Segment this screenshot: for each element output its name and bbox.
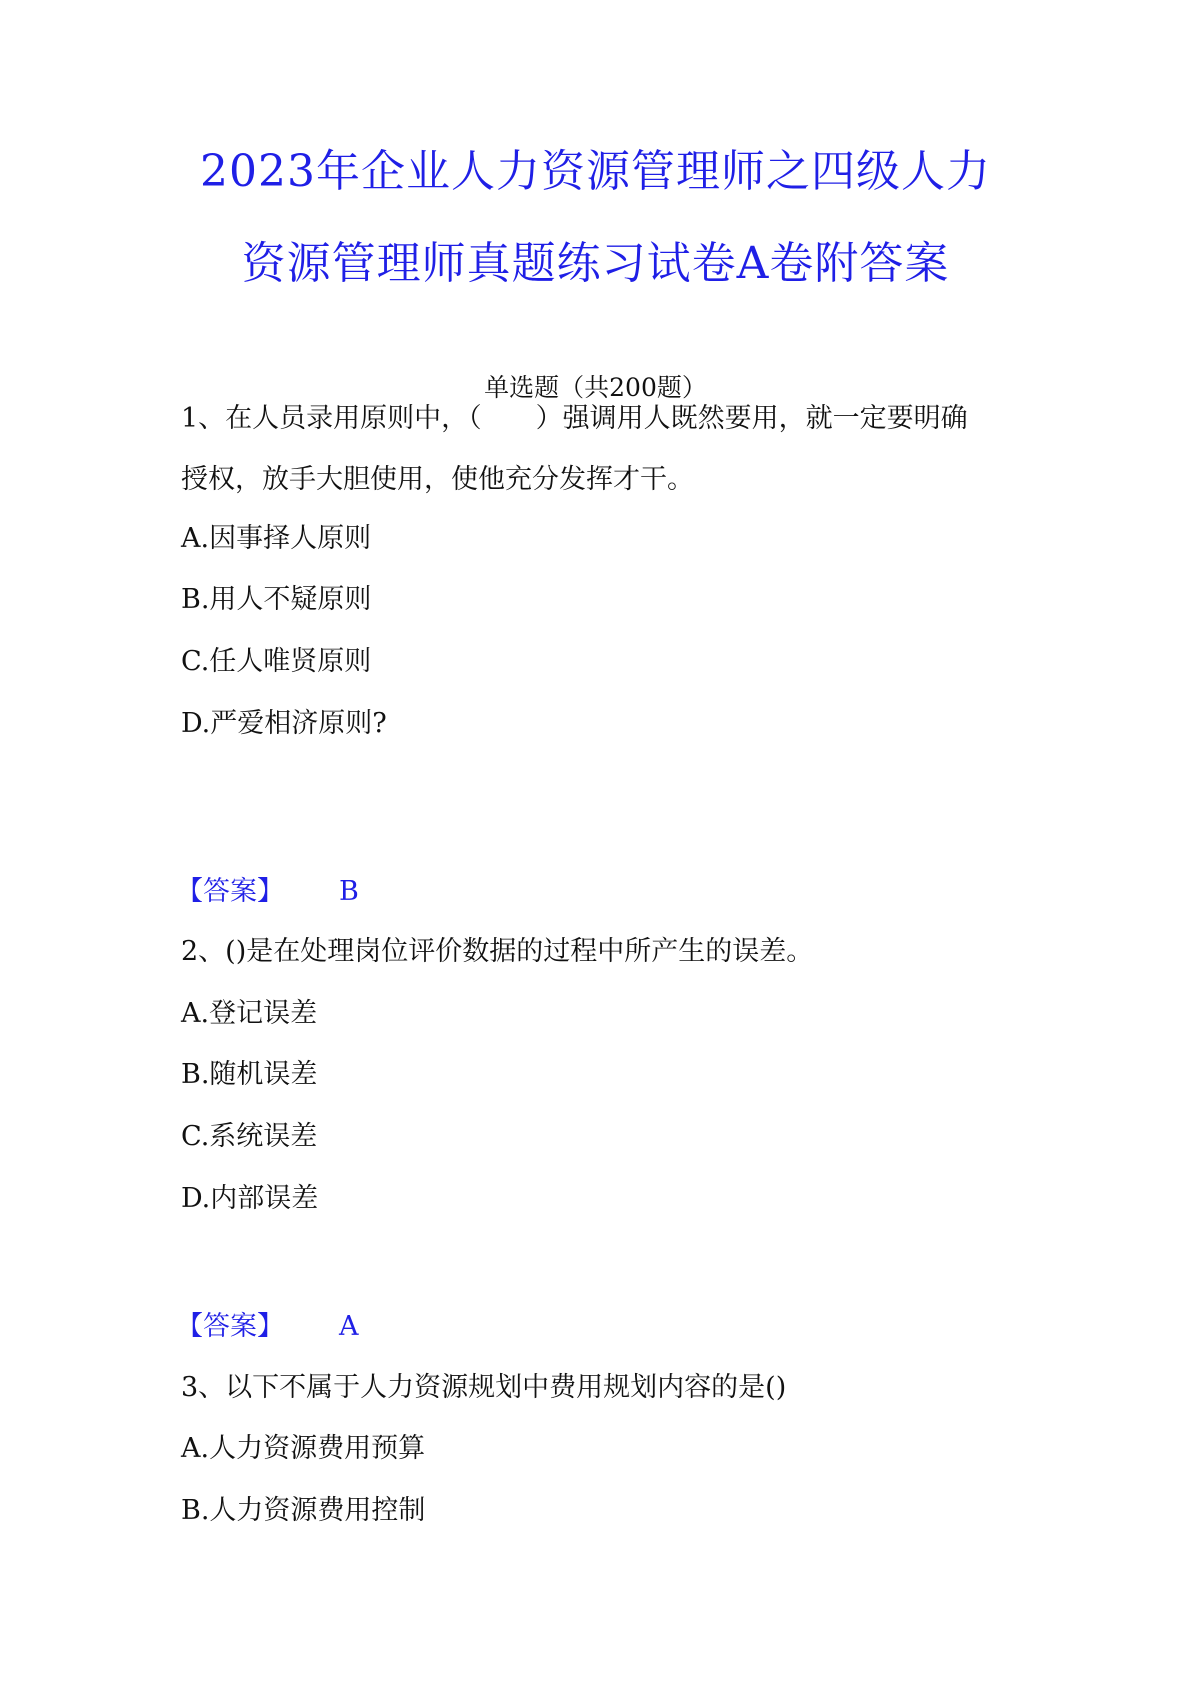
question-2-option-c: C.系统误差 — [181, 1121, 318, 1152]
question-2-option-a: A.登记误差 — [181, 998, 318, 1029]
question-1-answer — [176, 875, 359, 909]
question-2-option-d: D.内部误差 — [181, 1183, 319, 1214]
question-2-option-b: B.随机误差 — [181, 1059, 318, 1090]
document-title-line-1: 2023年企业人力资源管理师之四级人力 — [200, 146, 991, 197]
answer-label: 【答案】 — [176, 1311, 284, 1342]
question-1-option-b: B.用人不疑原则 — [181, 584, 372, 615]
question-2-answer — [176, 1310, 359, 1344]
answer-value: A — [339, 1311, 359, 1342]
question-3-stem: 3、以下不属于人力资源规划中费用规划内容的是() — [181, 1372, 787, 1403]
answer-value: B — [339, 876, 359, 907]
question-1-stem-line-2: 授权，放手大胆使用，使他充分发挥才干。 — [181, 464, 694, 495]
question-2-stem: 2、()是在处理岗位评价数据的过程中所产生的误差。 — [181, 936, 814, 967]
section-heading: 单选题（共200题） — [484, 373, 707, 402]
question-1-option-c: C.任人唯贤原则 — [181, 646, 372, 677]
answer-label: 【答案】 — [176, 876, 284, 907]
question-3-option-a: A.人力资源费用预算 — [181, 1433, 426, 1464]
question-1-option-d: D.严爱相济原则? — [181, 708, 387, 739]
question-3-option-b: B.人力资源费用控制 — [181, 1495, 426, 1526]
question-1-stem-line-1: 1、在人员录用原则中，（ ）强调用人既然要用，就一定要明确 — [181, 403, 968, 434]
question-1-option-a: A.因事择人原则 — [181, 523, 372, 554]
document-title-line-2: 资源管理师真题练习试卷A卷附答案 — [241, 238, 950, 289]
